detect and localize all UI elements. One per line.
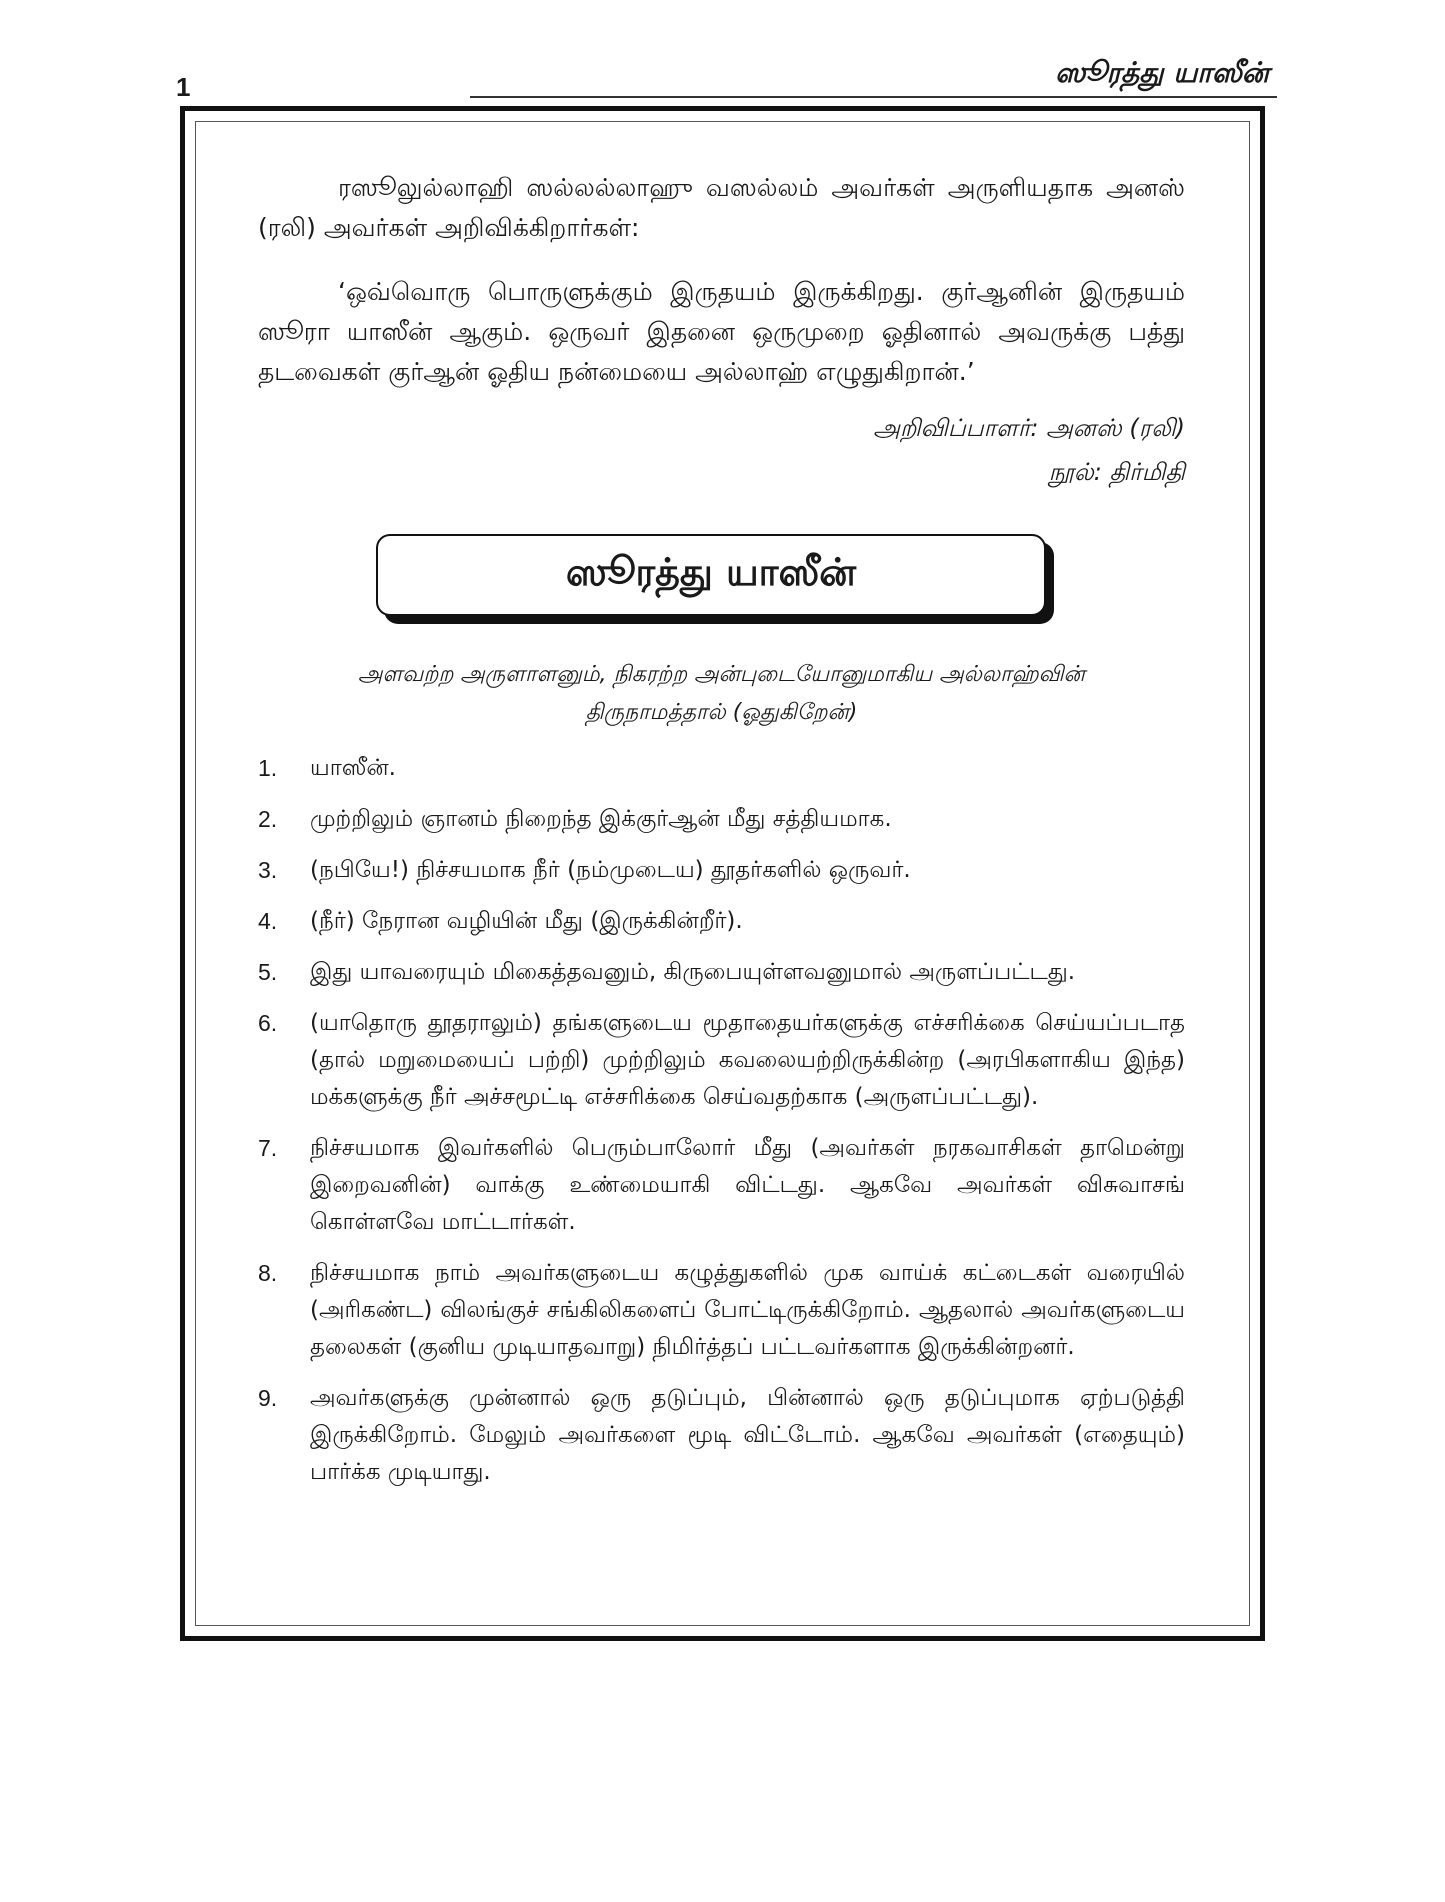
bismillah-line-2: திருநாமத்தால் (ஓதுகிறேன்) — [585, 700, 858, 725]
page-content — [258, 168, 1185, 1505]
verse-text: யாஸீன். — [310, 755, 396, 781]
verse-number: 3. — [258, 857, 278, 883]
verse-item — [258, 852, 1185, 889]
verse-text: நிச்சயமாக இவர்களில் பெரும்பாலோர் மீது (அவர்கள் நரகவாசிகள் தாமென்று இறைவனின்) வாக்கு உண்மையாகி விட்டது. ஆகவே அவர்கள் விசுவாசங் கொள்ளவே மாட்டார்கள். — [310, 1135, 1185, 1235]
verse-item — [258, 1255, 1185, 1366]
header-rule — [470, 96, 1277, 98]
verse-text: நிச்சயமாக நாம் அவர்களுடைய கழுத்துகளில் முக வாய்க் கட்டைகள் வரையில் (அரிகண்ட) விலங்குச் சங்கிலிகளைப் போட்டிருக்கிறோம். ஆதலால் அவர்களுடைய தலைகள் (குனிய முடியாதவாறு) நிமிர்த்தப் பட்டவர்களாக இருக்கின்றனர். — [310, 1260, 1185, 1360]
verse-text: அவர்களுக்கு முன்னால் ஒரு தடுப்பும், பின்னால் ஒரு தடுப்புமாக ஏற்படுத்தி இருக்கிறோம். மேலும் அவர்களை மூடி விட்டோம். ஆகவே அவர்கள் (எதையும்) பார்க்க முடியாது. — [310, 1385, 1185, 1485]
surah-title: ஸூரத்து யாஸீன் — [376, 534, 1046, 616]
narrator-line: அறிவிப்பாளர்: அனஸ் (ரலி) — [873, 414, 1185, 442]
verse-item — [258, 954, 1185, 991]
intro-paragraph: ரஸூலுல்லாஹி ஸல்லல்லாஹு வஸல்லம் அவர்கள் அருளியதாக அனஸ் (ரலி) அவர்கள் அறிவிக்கிறார்கள்: — [258, 173, 1185, 242]
verse-number: 1. — [258, 755, 278, 781]
verse-text: இது யாவரையும் மிகைத்தவனும், கிருபையுள்ளவனுமால் அருளப்பட்டது. — [310, 959, 1076, 985]
hadith-quote: ‘ஒவ்வொரு பொருளுக்கும் இருதயம் இருக்கிறது. குர்ஆனின் இருதயம் ஸூரா யாஸீன் ஆகும். ஒருவர் இதனை ஒருமுறை ஓதினால் அவருக்கு பத்து தடவைகள் குர்ஆன் ஓதிய நன்மையை அல்லாஹ் எழுதுகிறான்.’ — [258, 277, 1185, 386]
verse-number: 2. — [258, 806, 278, 832]
surah-title-box — [376, 534, 1046, 616]
verse-item — [258, 1380, 1185, 1491]
verse-text: (நபியே!) நிச்சயமாக நீர் (நம்முடைய) தூதர்களில் ஒருவர். — [310, 857, 911, 883]
verse-text: (யாதொரு தூதராலும்) தங்களுடைய மூதாதையர்களுக்கு எச்சரிக்கை செய்யப்படாத (தால் மறுமையைப் பற்றி) முற்றிலும் கவலையற்றிருக்கின்ற (அரபிகளாகிய இந்த) மக்களுக்கு நீர் அச்சமூட்டி எச்சரிக்கை செய்வதற்காக (அருளப்பட்டது). — [310, 1010, 1185, 1110]
verse-number: 4. — [258, 908, 278, 934]
running-header-title: ஸூரத்து யாஸீன் — [1055, 56, 1269, 89]
verse-number: 5. — [258, 959, 278, 985]
page-number: 1 — [176, 72, 191, 102]
verse-number: 8. — [258, 1260, 278, 1286]
verse-item — [258, 750, 1185, 787]
bismillah — [278, 656, 1165, 732]
bismillah-line-1: அளவற்ற அருளாளனும், நிகரற்ற அன்புடையோனுமாகிய அல்லாஹ்வின் — [358, 662, 1085, 687]
verse-item — [258, 801, 1185, 838]
verse-item — [258, 1130, 1185, 1241]
source-line: நூல்: திர்மிதி — [1048, 458, 1185, 486]
verse-text: (நீர்) நேரான வழியின் மீது (இருக்கின்றீர்). — [310, 908, 743, 934]
verse-text: முற்றிலும் ஞானம் நிறைந்த இக்குர்ஆன் மீது சத்தியமாக. — [310, 806, 892, 832]
verse-number: 7. — [258, 1135, 278, 1161]
verse-number: 9. — [258, 1385, 278, 1411]
verse-item — [258, 1005, 1185, 1116]
verse-list — [258, 750, 1185, 1491]
verse-number: 6. — [258, 1010, 278, 1036]
verse-item — [258, 903, 1185, 940]
